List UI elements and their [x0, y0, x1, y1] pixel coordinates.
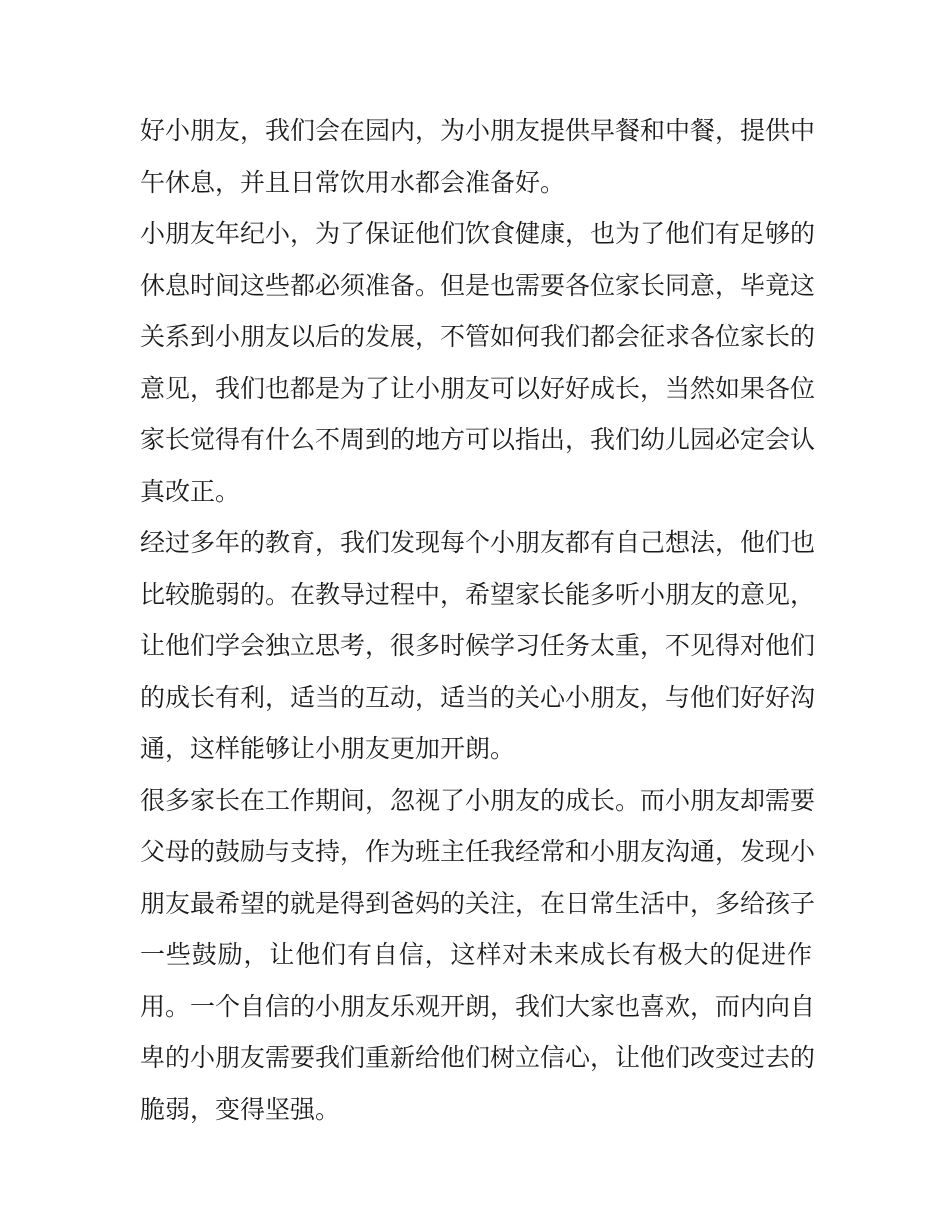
- text-line: 真改正。: [140, 476, 241, 506]
- text-line: 通，这样能够让小朋友更加开朗。: [140, 734, 516, 763]
- text-line: 一些鼓励，让他们有自信，这样对未来成长有极大的促进作: [140, 940, 812, 969]
- paragraph-3: [140, 517, 816, 775]
- paragraph-2: [140, 208, 816, 517]
- text-line: 家长觉得有什么不周到的地方可以指出，我们幼儿园必定会认: [140, 425, 816, 454]
- paragraph-4: [140, 775, 816, 1136]
- text-line: 脆弱，变得坚强。: [140, 1094, 341, 1124]
- text-line: 很多家长在工作期间，忽视了小朋友的成长。而小朋友却需要: [140, 785, 816, 815]
- document-body: [140, 105, 816, 1135]
- text-line: 卑的小朋友需要我们重新给他们树立信心，让他们改变过去的: [140, 1043, 816, 1072]
- text-line: 比较脆弱的。在教导过程中，希望家长能多听小朋友的意见，: [140, 579, 816, 609]
- text-line: 好小朋友，我们会在园内，为小朋友提供早餐和中餐，提供中: [140, 116, 816, 145]
- text-line: 午休息，并且日常饮用水都会准备好。: [140, 167, 566, 197]
- text-line: 让他们学会独立思考，很多时候学习任务太重，不见得对他们: [140, 631, 816, 660]
- text-line: 意见，我们也都是为了让小朋友可以好好成长，当然如果各位: [140, 373, 816, 403]
- text-line: 的成长有利，适当的互动，适当的关心小朋友，与他们好好沟: [140, 682, 816, 712]
- text-line: 朋友最希望的就是得到爸妈的关注，在日常生活中，多给孩子: [140, 888, 816, 918]
- text-line: 父母的鼓励与支持，作为班主任我经常和小朋友沟通，发现小: [140, 837, 816, 866]
- text-line: 休息时间这些都必须准备。但是也需要各位家长同意，毕竟这: [140, 270, 816, 300]
- text-line: 小朋友年纪小，为了保证他们饮食健康，也为了他们有足够的: [140, 219, 816, 248]
- text-line: 关系到小朋友以后的发展，不管如何我们都会征求各位家长的: [140, 322, 816, 351]
- text-line: 经过多年的教育，我们发现每个小朋友都有自己想法，他们也: [140, 528, 816, 557]
- text-line: 用。一个自信的小朋友乐观开朗，我们大家也喜欢，而内向自: [140, 991, 816, 1021]
- paragraph-1: [140, 105, 816, 208]
